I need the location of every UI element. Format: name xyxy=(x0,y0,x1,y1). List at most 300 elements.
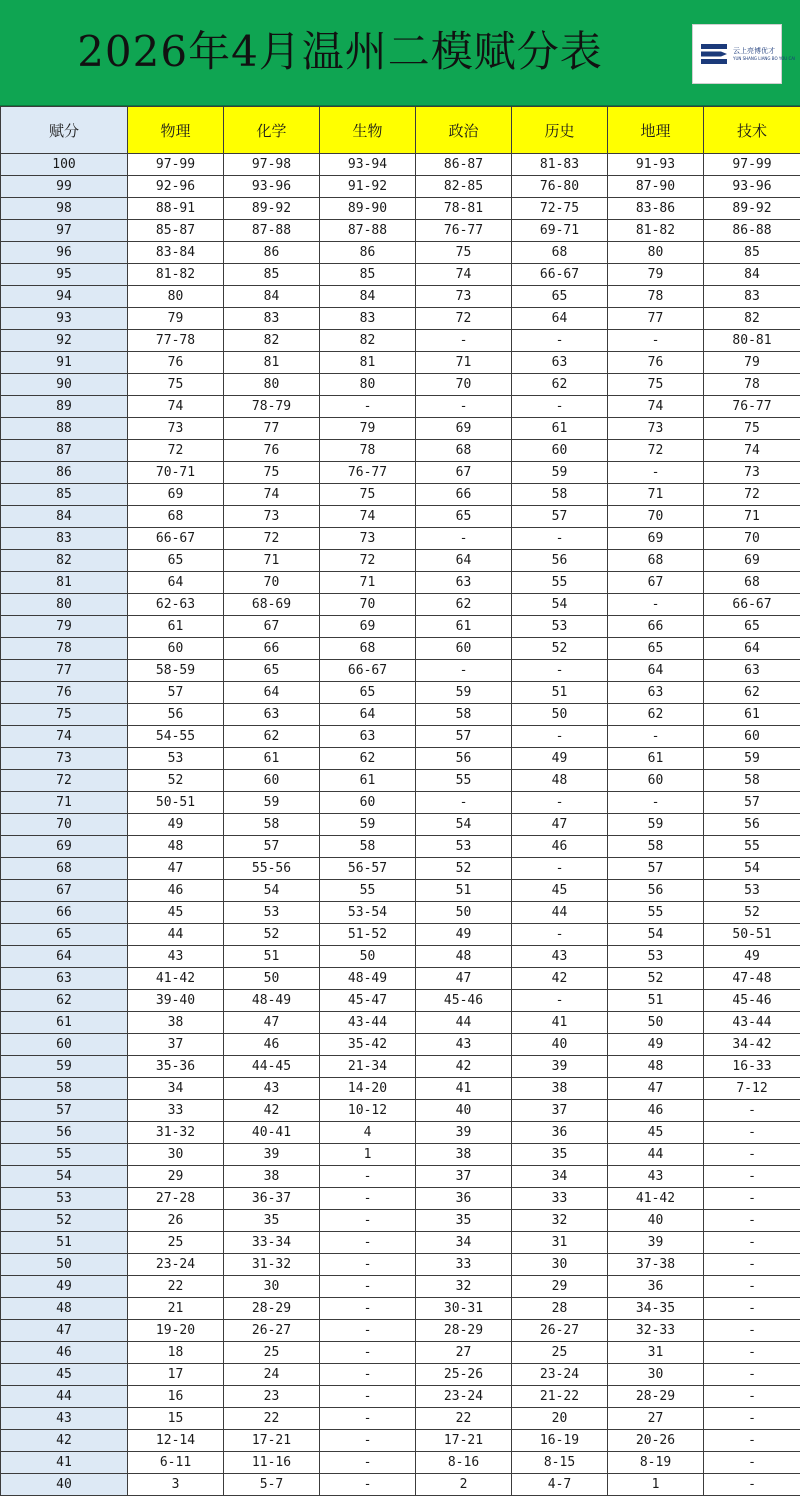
assigned-score-cell: 94 xyxy=(1,286,128,308)
raw-score-range-cell: - xyxy=(704,1210,800,1232)
raw-score-range-cell: 54 xyxy=(704,858,800,880)
raw-score-range-cell: 28-29 xyxy=(608,1386,704,1408)
raw-score-range-cell: 85 xyxy=(704,242,800,264)
raw-score-range-cell: 39 xyxy=(512,1056,608,1078)
raw-score-range-cell: - xyxy=(320,1342,416,1364)
raw-score-range-cell: 23 xyxy=(224,1386,320,1408)
table-row xyxy=(1,1254,800,1276)
raw-score-range-cell: 60 xyxy=(128,638,224,660)
table-row xyxy=(1,1188,800,1210)
raw-score-range-cell: 64 xyxy=(608,660,704,682)
raw-score-range-cell: 49 xyxy=(512,748,608,770)
raw-score-range-cell: 52 xyxy=(512,638,608,660)
raw-score-range-cell: - xyxy=(320,1210,416,1232)
assigned-score-cell: 54 xyxy=(1,1166,128,1188)
column-header-subject: 历史 xyxy=(512,107,608,154)
raw-score-range-cell: 56 xyxy=(416,748,512,770)
raw-score-range-cell: 47 xyxy=(608,1078,704,1100)
table-body xyxy=(1,154,800,1496)
table-row xyxy=(1,176,800,198)
table-row xyxy=(1,968,800,990)
raw-score-range-cell: 32 xyxy=(512,1210,608,1232)
raw-score-range-cell: 58 xyxy=(416,704,512,726)
raw-score-range-cell: - xyxy=(320,1452,416,1474)
assigned-score-cell: 55 xyxy=(1,1144,128,1166)
raw-score-range-cell: 46 xyxy=(224,1034,320,1056)
table-row xyxy=(1,1320,800,1342)
assigned-score-cell: 58 xyxy=(1,1078,128,1100)
raw-score-range-cell: 54 xyxy=(608,924,704,946)
raw-score-range-cell: 44 xyxy=(128,924,224,946)
raw-score-range-cell: 69 xyxy=(608,528,704,550)
raw-score-range-cell: 55 xyxy=(416,770,512,792)
assigned-score-cell: 81 xyxy=(1,572,128,594)
raw-score-range-cell: 66-67 xyxy=(704,594,800,616)
raw-score-range-cell: 76 xyxy=(128,352,224,374)
raw-score-range-cell: 1 xyxy=(320,1144,416,1166)
raw-score-range-cell: 26 xyxy=(128,1210,224,1232)
raw-score-range-cell: 25 xyxy=(224,1342,320,1364)
raw-score-range-cell: 83 xyxy=(704,286,800,308)
column-header-subject: 技术 xyxy=(704,107,800,154)
raw-score-range-cell: - xyxy=(416,660,512,682)
raw-score-range-cell: 70 xyxy=(416,374,512,396)
raw-score-range-cell: 78-81 xyxy=(416,198,512,220)
table-row xyxy=(1,154,800,176)
assigned-score-cell: 95 xyxy=(1,264,128,286)
raw-score-range-cell: 86 xyxy=(320,242,416,264)
raw-score-range-cell: 32-33 xyxy=(608,1320,704,1342)
title-banner xyxy=(0,0,800,106)
raw-score-range-cell: 59 xyxy=(608,814,704,836)
table-row xyxy=(1,704,800,726)
raw-score-range-cell: 74 xyxy=(320,506,416,528)
raw-score-range-cell: 50 xyxy=(512,704,608,726)
raw-score-range-cell: - xyxy=(416,396,512,418)
raw-score-range-cell: 35-42 xyxy=(320,1034,416,1056)
raw-score-range-cell: 57 xyxy=(128,682,224,704)
raw-score-range-cell: 65 xyxy=(320,682,416,704)
assigned-score-cell: 65 xyxy=(1,924,128,946)
raw-score-range-cell: - xyxy=(608,594,704,616)
raw-score-range-cell: 68 xyxy=(512,242,608,264)
table-row xyxy=(1,308,800,330)
raw-score-range-cell: 40 xyxy=(512,1034,608,1056)
raw-score-range-cell: - xyxy=(512,990,608,1012)
raw-score-range-cell: 47 xyxy=(416,968,512,990)
raw-score-range-cell: 8-16 xyxy=(416,1452,512,1474)
raw-score-range-cell: 72-75 xyxy=(512,198,608,220)
raw-score-range-cell: 36-37 xyxy=(224,1188,320,1210)
raw-score-range-cell: 50-51 xyxy=(704,924,800,946)
raw-score-range-cell: - xyxy=(704,1364,800,1386)
raw-score-range-cell: - xyxy=(704,1452,800,1474)
raw-score-range-cell: 50 xyxy=(320,946,416,968)
raw-score-range-cell: 43 xyxy=(128,946,224,968)
raw-score-range-cell: 57 xyxy=(416,726,512,748)
raw-score-range-cell: 59 xyxy=(416,682,512,704)
raw-score-range-cell: 59 xyxy=(320,814,416,836)
raw-score-range-cell: 58 xyxy=(320,836,416,858)
raw-score-range-cell: 53 xyxy=(128,748,224,770)
raw-score-range-cell: 70-71 xyxy=(128,462,224,484)
raw-score-range-cell: - xyxy=(608,462,704,484)
table-row xyxy=(1,1122,800,1144)
raw-score-range-cell: 37 xyxy=(512,1100,608,1122)
table-row xyxy=(1,858,800,880)
table-row xyxy=(1,814,800,836)
raw-score-range-cell: 72 xyxy=(416,308,512,330)
table-row xyxy=(1,1408,800,1430)
table-row xyxy=(1,748,800,770)
raw-score-range-cell: 50 xyxy=(608,1012,704,1034)
raw-score-range-cell: 65 xyxy=(512,286,608,308)
raw-score-range-cell: - xyxy=(512,330,608,352)
raw-score-range-cell: 49 xyxy=(608,1034,704,1056)
raw-score-range-cell: 85 xyxy=(320,264,416,286)
raw-score-range-cell: 75 xyxy=(320,484,416,506)
table-row xyxy=(1,198,800,220)
raw-score-range-cell: 38 xyxy=(512,1078,608,1100)
raw-score-range-cell: - xyxy=(704,1166,800,1188)
raw-score-range-cell: 83 xyxy=(320,308,416,330)
raw-score-range-cell: 82-85 xyxy=(416,176,512,198)
brand-logo xyxy=(692,24,796,84)
raw-score-range-cell: 39 xyxy=(416,1122,512,1144)
raw-score-range-cell: 35 xyxy=(416,1210,512,1232)
column-header-subject: 化学 xyxy=(224,107,320,154)
table-row xyxy=(1,924,800,946)
raw-score-range-cell: 16-19 xyxy=(512,1430,608,1452)
raw-score-range-cell: 34-35 xyxy=(608,1298,704,1320)
raw-score-range-cell: 66-67 xyxy=(512,264,608,286)
raw-score-range-cell: 63 xyxy=(608,682,704,704)
raw-score-range-cell: 56 xyxy=(608,880,704,902)
raw-score-range-cell: 78 xyxy=(320,440,416,462)
raw-score-range-cell: 30-31 xyxy=(416,1298,512,1320)
raw-score-range-cell: 55 xyxy=(320,880,416,902)
raw-score-range-cell: 12-14 xyxy=(128,1430,224,1452)
table-row xyxy=(1,1430,800,1452)
raw-score-range-cell: 38 xyxy=(224,1166,320,1188)
assigned-score-cell: 93 xyxy=(1,308,128,330)
assigned-score-cell: 53 xyxy=(1,1188,128,1210)
raw-score-range-cell: 68 xyxy=(128,506,224,528)
raw-score-range-cell: 47-48 xyxy=(704,968,800,990)
raw-score-range-cell: 78 xyxy=(704,374,800,396)
raw-score-range-cell: 74 xyxy=(224,484,320,506)
raw-score-range-cell: - xyxy=(320,1364,416,1386)
raw-score-range-cell: 75 xyxy=(608,374,704,396)
raw-score-range-cell: 21 xyxy=(128,1298,224,1320)
raw-score-range-cell: 73 xyxy=(416,286,512,308)
raw-score-range-cell: - xyxy=(512,726,608,748)
table-row xyxy=(1,638,800,660)
raw-score-range-cell: 71 xyxy=(224,550,320,572)
raw-score-range-cell: 53 xyxy=(608,946,704,968)
raw-score-range-cell: - xyxy=(704,1298,800,1320)
raw-score-range-cell: 53-54 xyxy=(320,902,416,924)
raw-score-range-cell: 10-12 xyxy=(320,1100,416,1122)
raw-score-range-cell: 51-52 xyxy=(320,924,416,946)
raw-score-range-cell: 55 xyxy=(704,836,800,858)
raw-score-range-cell: 20-26 xyxy=(608,1430,704,1452)
raw-score-range-cell: 35 xyxy=(224,1210,320,1232)
raw-score-range-cell: 60 xyxy=(416,638,512,660)
table-row xyxy=(1,528,800,550)
raw-score-range-cell: 70 xyxy=(224,572,320,594)
table-row xyxy=(1,506,800,528)
raw-score-range-cell: 33 xyxy=(128,1100,224,1122)
assigned-score-cell: 87 xyxy=(1,440,128,462)
raw-score-range-cell: - xyxy=(416,792,512,814)
raw-score-range-cell: 39 xyxy=(608,1232,704,1254)
raw-score-range-cell: 65 xyxy=(416,506,512,528)
assigned-score-cell: 45 xyxy=(1,1364,128,1386)
raw-score-range-cell: 36 xyxy=(416,1188,512,1210)
raw-score-range-cell: 44-45 xyxy=(224,1056,320,1078)
raw-score-range-cell: 36 xyxy=(512,1122,608,1144)
raw-score-range-cell: - xyxy=(320,1254,416,1276)
raw-score-range-cell: - xyxy=(416,528,512,550)
raw-score-range-cell: 31-32 xyxy=(128,1122,224,1144)
raw-score-range-cell: 29 xyxy=(512,1276,608,1298)
raw-score-range-cell: 85 xyxy=(224,264,320,286)
raw-score-range-cell: 74 xyxy=(704,440,800,462)
assigned-score-cell: 86 xyxy=(1,462,128,484)
column-header-subject: 政治 xyxy=(416,107,512,154)
raw-score-range-cell: 45-47 xyxy=(320,990,416,1012)
logo-text-cn: 云上亮博优才 xyxy=(733,47,775,55)
raw-score-range-cell: 50 xyxy=(416,902,512,924)
raw-score-range-cell: - xyxy=(416,330,512,352)
raw-score-range-cell: 80 xyxy=(224,374,320,396)
table-row xyxy=(1,660,800,682)
raw-score-range-cell: 8-15 xyxy=(512,1452,608,1474)
raw-score-range-cell: 68 xyxy=(416,440,512,462)
column-header-subject: 物理 xyxy=(128,107,224,154)
raw-score-range-cell: 62 xyxy=(608,704,704,726)
raw-score-range-cell: - xyxy=(320,1408,416,1430)
raw-score-range-cell: 48-49 xyxy=(320,968,416,990)
raw-score-range-cell: 1 xyxy=(608,1474,704,1496)
raw-score-range-cell: 23-24 xyxy=(416,1386,512,1408)
raw-score-range-cell: 61 xyxy=(224,748,320,770)
raw-score-range-cell: 27 xyxy=(416,1342,512,1364)
raw-score-range-cell: 19-20 xyxy=(128,1320,224,1342)
raw-score-range-cell: 87-88 xyxy=(224,220,320,242)
raw-score-range-cell: 64 xyxy=(224,682,320,704)
raw-score-range-cell: 75 xyxy=(704,418,800,440)
raw-score-range-cell: 39-40 xyxy=(128,990,224,1012)
assigned-score-cell: 52 xyxy=(1,1210,128,1232)
raw-score-range-cell: 16 xyxy=(128,1386,224,1408)
raw-score-range-cell: 82 xyxy=(320,330,416,352)
raw-score-range-cell: 64 xyxy=(320,704,416,726)
raw-score-range-cell: 62 xyxy=(416,594,512,616)
raw-score-range-cell: 47 xyxy=(128,858,224,880)
raw-score-range-cell: 72 xyxy=(608,440,704,462)
raw-score-range-cell: 62 xyxy=(320,748,416,770)
raw-score-range-cell: 34-42 xyxy=(704,1034,800,1056)
raw-score-range-cell: 61 xyxy=(608,748,704,770)
raw-score-range-cell: 6-11 xyxy=(128,1452,224,1474)
raw-score-range-cell: 52 xyxy=(128,770,224,792)
raw-score-range-cell: 65 xyxy=(224,660,320,682)
table-row xyxy=(1,902,800,924)
raw-score-range-cell: 76 xyxy=(608,352,704,374)
assigned-score-cell: 62 xyxy=(1,990,128,1012)
raw-score-range-cell: 61 xyxy=(128,616,224,638)
raw-score-range-cell: 40 xyxy=(608,1210,704,1232)
raw-score-range-cell: 82 xyxy=(704,308,800,330)
raw-score-range-cell: 50-51 xyxy=(128,792,224,814)
raw-score-range-cell: 48-49 xyxy=(224,990,320,1012)
raw-score-range-cell: 58 xyxy=(512,484,608,506)
table-row xyxy=(1,264,800,286)
raw-score-range-cell: 69 xyxy=(128,484,224,506)
raw-score-range-cell: 60 xyxy=(608,770,704,792)
table-header-row xyxy=(1,107,800,154)
raw-score-range-cell: 86-87 xyxy=(416,154,512,176)
raw-score-range-cell: 22 xyxy=(224,1408,320,1430)
raw-score-range-cell: 43 xyxy=(416,1034,512,1056)
raw-score-range-cell: 60 xyxy=(320,792,416,814)
raw-score-range-cell: 80 xyxy=(608,242,704,264)
raw-score-range-cell: 49 xyxy=(416,924,512,946)
column-header-score: 赋分 xyxy=(1,107,128,154)
raw-score-range-cell: 2 xyxy=(416,1474,512,1496)
table-row xyxy=(1,1298,800,1320)
raw-score-range-cell: - xyxy=(512,528,608,550)
raw-score-range-cell: 27 xyxy=(608,1408,704,1430)
raw-score-range-cell: 73 xyxy=(704,462,800,484)
raw-score-range-cell: 93-94 xyxy=(320,154,416,176)
raw-score-range-cell: 66 xyxy=(224,638,320,660)
raw-score-range-cell: 97-98 xyxy=(224,154,320,176)
raw-score-range-cell: 53 xyxy=(224,902,320,924)
raw-score-range-cell: 76-77 xyxy=(704,396,800,418)
raw-score-range-cell: 8-19 xyxy=(608,1452,704,1474)
raw-score-range-cell: 70 xyxy=(320,594,416,616)
raw-score-range-cell: 56 xyxy=(512,550,608,572)
raw-score-range-cell: 67 xyxy=(608,572,704,594)
assigned-score-cell: 68 xyxy=(1,858,128,880)
raw-score-range-cell: 76-77 xyxy=(320,462,416,484)
raw-score-range-cell: 48 xyxy=(416,946,512,968)
raw-score-range-cell: - xyxy=(704,1188,800,1210)
raw-score-range-cell: 47 xyxy=(512,814,608,836)
raw-score-range-cell: 66-67 xyxy=(320,660,416,682)
assigned-score-cell: 51 xyxy=(1,1232,128,1254)
raw-score-range-cell: 52 xyxy=(224,924,320,946)
raw-score-range-cell: 51 xyxy=(608,990,704,1012)
raw-score-range-cell: 81-82 xyxy=(608,220,704,242)
assigned-score-cell: 83 xyxy=(1,528,128,550)
raw-score-range-cell: 50 xyxy=(224,968,320,990)
raw-score-range-cell: 77 xyxy=(608,308,704,330)
raw-score-range-cell: 44 xyxy=(512,902,608,924)
raw-score-range-cell: 15 xyxy=(128,1408,224,1430)
table-row xyxy=(1,352,800,374)
raw-score-range-cell: 57 xyxy=(608,858,704,880)
raw-score-range-cell: 59 xyxy=(224,792,320,814)
raw-score-range-cell: 26-27 xyxy=(512,1320,608,1342)
assigned-score-cell: 69 xyxy=(1,836,128,858)
assigned-score-cell: 43 xyxy=(1,1408,128,1430)
raw-score-range-cell: 75 xyxy=(224,462,320,484)
table-row xyxy=(1,484,800,506)
raw-score-range-cell: 61 xyxy=(320,770,416,792)
raw-score-range-cell: 57 xyxy=(704,792,800,814)
raw-score-range-cell: 73 xyxy=(224,506,320,528)
raw-score-range-cell: 66 xyxy=(416,484,512,506)
raw-score-range-cell: - xyxy=(704,1144,800,1166)
table-row xyxy=(1,286,800,308)
raw-score-range-cell: 70 xyxy=(704,528,800,550)
assigned-score-cell: 85 xyxy=(1,484,128,506)
raw-score-range-cell: 46 xyxy=(128,880,224,902)
raw-score-range-cell: - xyxy=(704,1386,800,1408)
raw-score-range-cell: 34 xyxy=(512,1166,608,1188)
assigned-score-cell: 91 xyxy=(1,352,128,374)
raw-score-range-cell: 29 xyxy=(128,1166,224,1188)
raw-score-range-cell: 64 xyxy=(128,572,224,594)
raw-score-range-cell: - xyxy=(704,1474,800,1496)
raw-score-range-cell: 69 xyxy=(416,418,512,440)
raw-score-range-cell: 48 xyxy=(128,836,224,858)
assigned-score-cell: 41 xyxy=(1,1452,128,1474)
raw-score-range-cell: 65 xyxy=(704,616,800,638)
raw-score-range-cell: 31 xyxy=(512,1232,608,1254)
assigned-score-cell: 79 xyxy=(1,616,128,638)
raw-score-range-cell: 40-41 xyxy=(224,1122,320,1144)
raw-score-range-cell: 53 xyxy=(512,616,608,638)
raw-score-range-cell: 72 xyxy=(704,484,800,506)
raw-score-range-cell: 62 xyxy=(224,726,320,748)
raw-score-range-cell: 24 xyxy=(224,1364,320,1386)
raw-score-range-cell: 26-27 xyxy=(224,1320,320,1342)
table-row xyxy=(1,462,800,484)
raw-score-range-cell: 35-36 xyxy=(128,1056,224,1078)
assigned-score-cell: 100 xyxy=(1,154,128,176)
table-row xyxy=(1,1452,800,1474)
raw-score-range-cell: 74 xyxy=(128,396,224,418)
raw-score-range-cell: - xyxy=(320,1276,416,1298)
raw-score-range-cell: 61 xyxy=(416,616,512,638)
raw-score-range-cell: - xyxy=(512,660,608,682)
raw-score-range-cell: - xyxy=(704,1122,800,1144)
raw-score-range-cell: - xyxy=(512,792,608,814)
table-row xyxy=(1,1166,800,1188)
raw-score-range-cell: 59 xyxy=(512,462,608,484)
raw-score-range-cell: 51 xyxy=(416,880,512,902)
raw-score-range-cell: 65 xyxy=(608,638,704,660)
raw-score-range-cell: 46 xyxy=(512,836,608,858)
raw-score-range-cell: - xyxy=(320,1166,416,1188)
assigned-score-cell: 66 xyxy=(1,902,128,924)
raw-score-range-cell: 56 xyxy=(704,814,800,836)
raw-score-range-cell: 45 xyxy=(512,880,608,902)
raw-score-range-cell: 38 xyxy=(416,1144,512,1166)
assigned-score-cell: 40 xyxy=(1,1474,128,1496)
page-title: 2026年4月温州二模赋分表 xyxy=(77,27,603,76)
raw-score-range-cell: 43 xyxy=(512,946,608,968)
assigned-score-cell: 64 xyxy=(1,946,128,968)
table-row xyxy=(1,946,800,968)
raw-score-range-cell: 84 xyxy=(224,286,320,308)
raw-score-range-cell: 37-38 xyxy=(608,1254,704,1276)
